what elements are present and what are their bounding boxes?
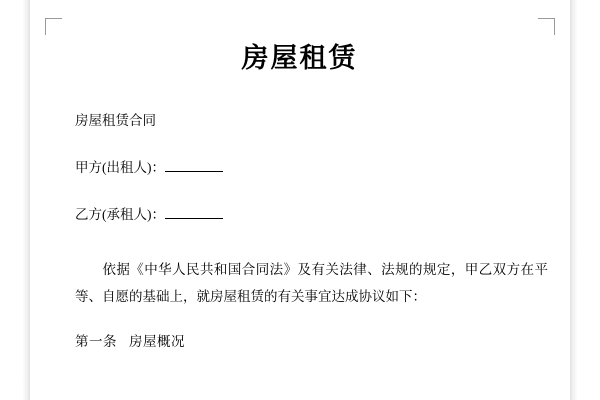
recital-paragraph	[45, 256, 554, 310]
party-a-blank-field[interactable]	[165, 160, 223, 172]
party-a-line	[45, 158, 554, 179]
document-subtitle: 房屋租赁合同	[75, 113, 156, 128]
clause-title: 房屋概况	[129, 333, 185, 349]
party-b-line	[45, 205, 554, 226]
page-left-edge-shading	[22, 0, 30, 400]
recital-text: 依据《中华人民共和国合同法》及有关法律、法规的规定，甲乙双方在平等、自愿的基础上，就房屋租赁的有关事宜达成协议如下：	[75, 261, 548, 304]
clause-one-heading	[45, 332, 554, 353]
document-title: 房屋租赁	[241, 43, 358, 73]
party-b-blank-field[interactable]	[165, 207, 223, 219]
party-a-label: 甲方(出租人)：	[75, 159, 165, 175]
party-b-label: 乙方(承租人)：	[75, 206, 165, 222]
document-body	[45, 18, 554, 388]
page-right-edge-shading	[570, 0, 578, 400]
clause-number: 第一条	[75, 333, 117, 349]
